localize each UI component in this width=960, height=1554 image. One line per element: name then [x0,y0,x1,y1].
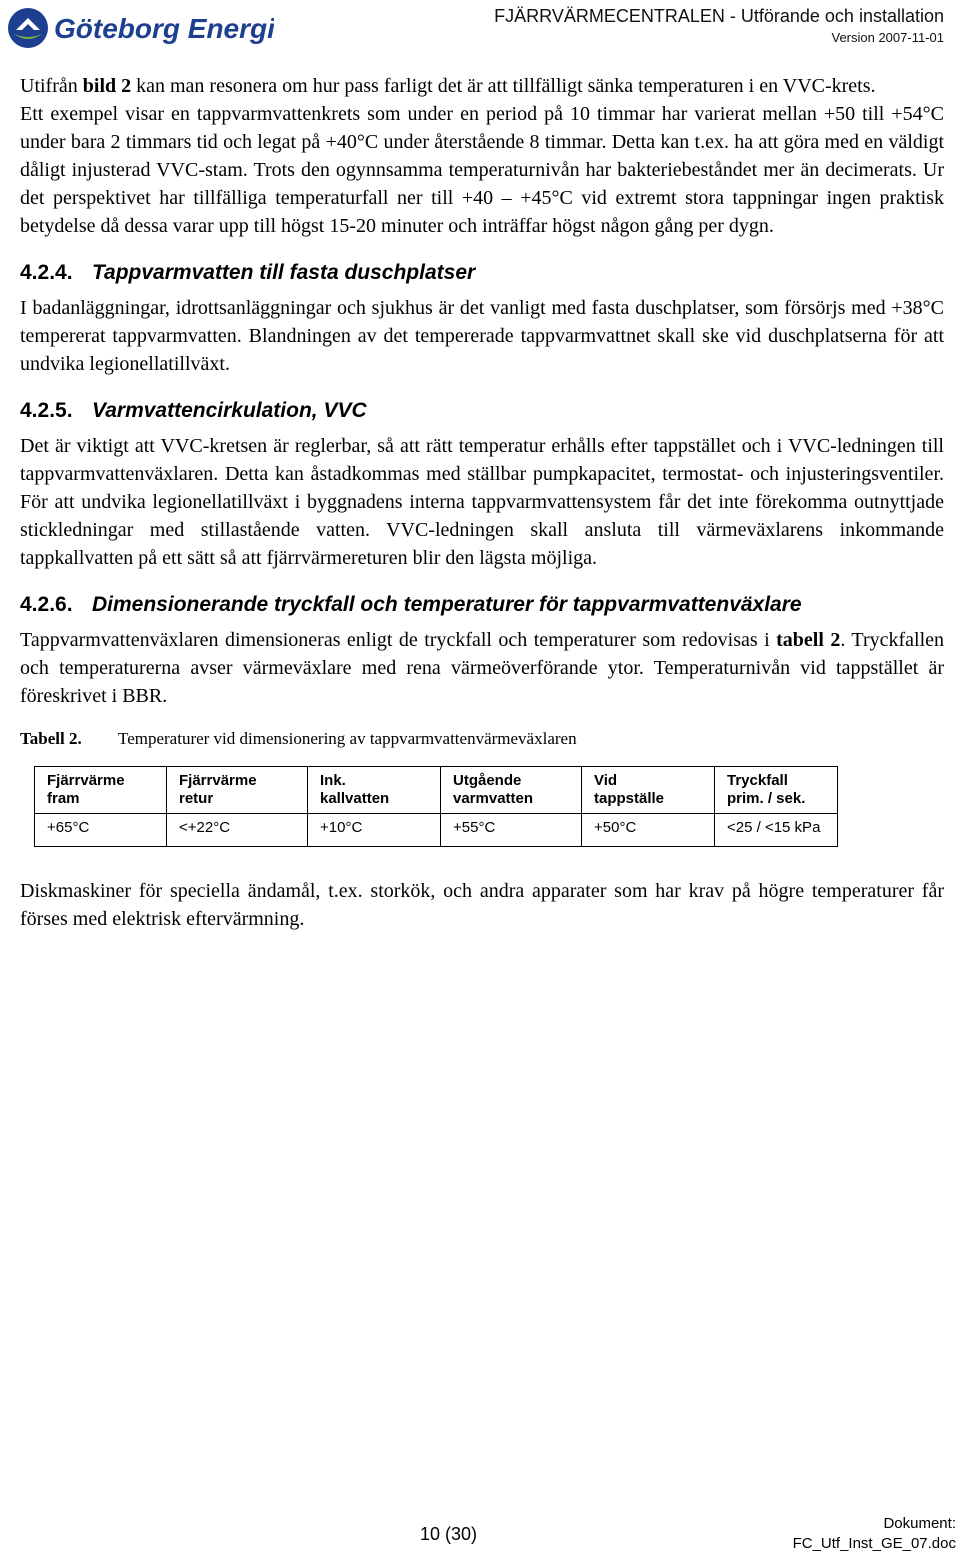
company-logo [4,4,274,52]
document-version: Version 2007-11-01 [831,30,944,45]
table-header-cell: Vid tappställe [582,767,715,814]
table-reference: tabell 2 [776,629,841,651]
document-label: Dokument: [883,1515,956,1532]
intro-paragraph-2: Ett exempel visar en tappvarmvattenkrets som under en period på 10 timmar har varierat mellan +50 till +54°C under bara 2 timmars tid och legat på +40°C under återstående 8 timmar. Detta kan t.ex. ha att göra med en väldigt dåligt injusterad VVC-stam. Trots den ogynnsamma temperaturnivån har bakteriebeståndet mer än decimerats. Ur det perspektivet har tillfälliga temperaturfall ner till +40 – +45°C vid extremt stora tappningar ingen praktisk betydelse då dessa varar upp till högst 15-20 minuter och inträffar högst någon gång per dygn. [20,103,944,237]
figure-reference: bild 2 [82,75,132,97]
table-row [35,814,838,847]
table-caption-text: Temperaturer vid dimensionering av tappvarmvattenvärmeväxlaren [118,729,577,748]
table-header-row [35,767,838,814]
table-cell: +10°C [308,814,441,847]
section-body-4-2-6: Tappvarmvattenväxlaren dimensioneras enligt de tryckfall och temperaturer som redovisas i tabell 2. Tryckfallen och temperaturerna avser värmeväxlare med rena värmeöverförande ytor. Temperaturnivån vid tappstället är föreskrivet i BBR. [20,629,945,707]
table-cell: +55°C [441,814,582,847]
page-content [20,72,944,933]
goteborg-energi-logo-icon [4,4,274,52]
table-header-cell: Tryckfall prim. / sek. [715,767,838,814]
section-body-4-2-4: I badanläggningar, idrottsanläggningar och sjukhus är det vanligt med fasta duschplatser, som försörjs med +38°C tempererat tappvarmvatten. Blandningen av det tempererade tappvarmvattnet skall ske vid duschplatserna för att undvika legionellatillväxt. [20,297,944,375]
table-header-cell: Fjärrvärme retur [167,767,308,814]
closing-paragraph: Diskmaskiner för speciella ändamål, t.ex. storkök, och andra apparater som har krav på högre temperaturer får förses med elektrisk eftervärmning. [20,880,944,930]
document-title: FJÄRRVÄRMECENTRALEN - Utförande och installation [494,6,944,26]
table-header-cell: Ink. kallvatten [308,767,441,814]
table-cell: <25 / <15 kPa [715,814,838,847]
table-caption [20,728,944,750]
table-cell: +50°C [582,814,715,847]
logo-text: Göteborg Energi [54,13,274,44]
table-header-cell: Fjärrvärme fram [35,767,167,814]
document-reference [793,1514,956,1554]
document-filename: FC_Utf_Inst_GE_07.doc [792,1535,956,1552]
section-body-4-2-5: Det är viktigt att VVC-kretsen är reglerbar, så att rätt temperatur erhålls efter tappstället och i VVC-ledningen till tappvarmvattenväxlaren. Detta kan åstadkommas med ställbar pumpkapacitet, termostat- och injusteringsventiler. För att undvika legionellatillväxt i byggnadens interna tappvarmvattensystem får det inte förekomma outnyttjade stickledningar med stillastående vatten. VVC-ledningen skall ansluta till värmeväxlarens inkommande tappkallvatten på ett sätt så att fjärrvärmereturen blir den lägsta möjliga. [20,435,944,569]
table-caption-label: Tabell 2. [20,729,82,748]
section-heading-4-2-4: 4.2.4. Tappvarmvatten till fasta duschplatser [20,261,476,284]
intro-paragraph-1: Utifrån bild 2 kan man resonera om hur pass farligt det är att tillfälligt sänka temperaturen i en VVC-krets. [20,75,876,97]
section-heading-4-2-6: 4.2.6. Dimensionerande tryckfall och temperaturer för tappvarmvattenväxlare [20,593,802,616]
section-heading-4-2-5: 4.2.5. Varmvattencirkulation, VVC [20,399,367,422]
table-cell: <+22°C [167,814,308,847]
table-header-cell: Utgående varmvatten [441,767,582,814]
page-number: 10 (30) [420,1524,478,1544]
temperature-table [34,766,838,847]
table-cell: +65°C [35,814,167,847]
